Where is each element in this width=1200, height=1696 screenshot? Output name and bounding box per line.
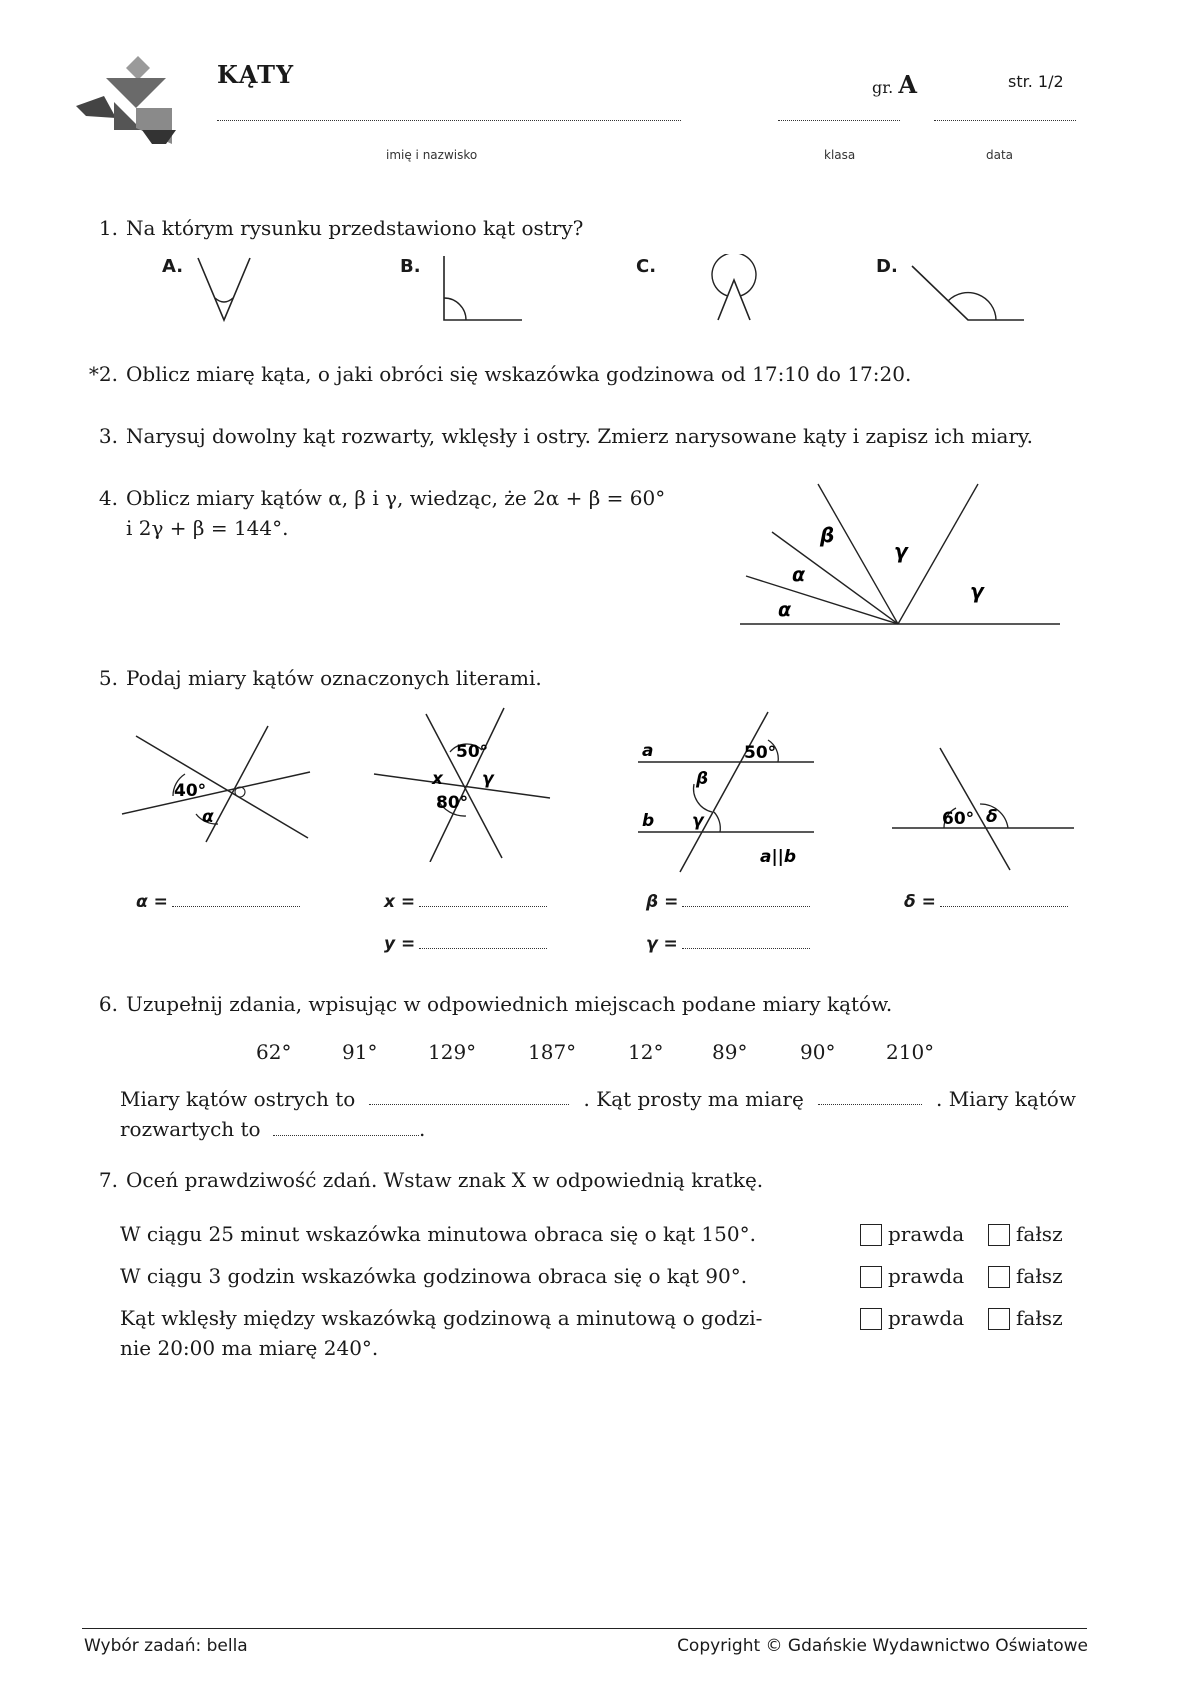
- statement-3: Kąt wklęsły między wskazówką godzinową a minutową o godzi-: [120, 1306, 763, 1330]
- true-label: prawda: [888, 1264, 965, 1288]
- false-label: fałsz: [1016, 1222, 1063, 1246]
- sentence-part: .: [418, 1117, 426, 1141]
- footer-copyright: Copyright © Gdańskie Wydawnictwo Oświatowe: [677, 1636, 1088, 1656]
- answer-alpha: [136, 892, 300, 912]
- option-c-label: C.: [636, 256, 657, 277]
- footer-left: Wybór zadań: bella: [84, 1636, 248, 1656]
- question-number: 7.: [98, 1168, 118, 1192]
- option-b-label: B.: [400, 256, 421, 277]
- value-chip: 129°: [428, 1040, 477, 1064]
- q5-figure-4: [888, 742, 1078, 872]
- question-number: 1.: [98, 216, 118, 240]
- fig3-gamma: γ: [692, 811, 704, 831]
- statement-2: W ciągu 3 godzin wskazówka godzinowa obraca się o kąt 90°.: [120, 1264, 748, 1288]
- angle-figure-b: [436, 254, 526, 324]
- answer-blank[interactable]: [172, 892, 300, 907]
- question-number: 3.: [98, 424, 118, 448]
- false-label: fałsz: [1016, 1306, 1063, 1330]
- checkbox[interactable]: [988, 1266, 1010, 1288]
- value-chip: 91°: [342, 1040, 378, 1064]
- question-text: Narysuj dowolny kąt rozwarty, wklęsły i ostry. Zmierz narysowane kąty i zapisz ich miary.: [126, 424, 1034, 448]
- answer-label: δ =: [904, 892, 936, 912]
- statement-3-cont: nie 20:00 ma miarę 240°.: [120, 1336, 379, 1360]
- question-4: [82, 484, 665, 512]
- question-4-line-2: i 2γ + β = 144°.: [126, 516, 289, 540]
- q5-figure-2: [372, 706, 552, 862]
- true-label: prawda: [888, 1306, 965, 1330]
- answer-label: γ =: [646, 934, 678, 954]
- fig4-delta: δ: [986, 807, 998, 827]
- q6-sentence-line-2: [120, 1114, 1076, 1144]
- value-chip: 12°: [628, 1040, 664, 1064]
- answer-beta: [646, 892, 810, 912]
- question-number: *2.: [88, 362, 118, 386]
- true-option-3[interactable]: [860, 1306, 964, 1330]
- false-label: fałsz: [1016, 1264, 1063, 1288]
- checkbox[interactable]: [860, 1308, 882, 1330]
- group-prefix: gr.: [872, 78, 894, 97]
- value-chip: 90°: [800, 1040, 836, 1064]
- fig3-angle: 50°: [744, 743, 777, 763]
- question-number: 4.: [98, 486, 118, 510]
- fig1-alpha-label: α: [202, 807, 214, 827]
- date-field[interactable]: [934, 120, 1076, 121]
- question-text: Oceń prawdziwość zdań. Wstaw znak X w odpowiednią kratkę.: [126, 1168, 764, 1192]
- false-option-2[interactable]: [988, 1264, 1063, 1288]
- q4-angle-figure: [730, 480, 1090, 630]
- fig-label-alpha-1: α: [792, 564, 806, 586]
- answer-x: [384, 892, 547, 912]
- fig2-angle-a: 50°: [456, 742, 489, 762]
- answer-delta: [904, 892, 1068, 912]
- group-letter: A: [898, 70, 917, 99]
- name-caption: imię i nazwisko: [386, 148, 478, 162]
- option-d-label: D.: [876, 256, 898, 277]
- answer-label: x =: [384, 892, 416, 912]
- answer-label: α =: [136, 892, 168, 912]
- value-chip: 89°: [712, 1040, 748, 1064]
- checkbox[interactable]: [988, 1308, 1010, 1330]
- fig-label-gamma-1: γ: [894, 539, 908, 563]
- question-text: Oblicz miarę kąta, o jaki obróci się wskazówka godzinowa od 17:10 do 17:20.: [126, 362, 912, 386]
- sentence-part: rozwartych to: [120, 1117, 261, 1141]
- answer-label: y =: [384, 934, 416, 954]
- false-option-3[interactable]: [988, 1306, 1063, 1330]
- true-option-2[interactable]: [860, 1264, 964, 1288]
- option-a-label: A.: [162, 256, 184, 277]
- checkbox[interactable]: [988, 1224, 1010, 1246]
- question-6: [82, 990, 892, 1018]
- blank-right[interactable]: [818, 1084, 922, 1105]
- q6-sentence: [120, 1084, 1076, 1144]
- question-1: [82, 214, 583, 242]
- name-field[interactable]: [217, 120, 681, 121]
- sentence-part: Miary kątów ostrych to: [120, 1087, 356, 1111]
- question-7: [82, 1166, 763, 1194]
- answer-blank[interactable]: [419, 892, 547, 907]
- fig1-angle-label: 40°: [174, 781, 207, 801]
- angle-figure-d: [908, 262, 1028, 326]
- blank-acute[interactable]: [369, 1084, 569, 1105]
- checkbox[interactable]: [860, 1224, 882, 1246]
- date-caption: data: [986, 148, 1014, 162]
- answer-blank[interactable]: [419, 934, 547, 949]
- sentence-part: . Miary kątów: [935, 1087, 1076, 1111]
- fig-label-beta: β: [820, 523, 835, 547]
- angle-figure-a: [190, 254, 260, 324]
- answer-blank[interactable]: [682, 934, 810, 949]
- checkbox[interactable]: [860, 1266, 882, 1288]
- fig-label-alpha-2: α: [778, 599, 792, 621]
- q6-sentence-line-1: [120, 1084, 1076, 1114]
- statement-1: W ciągu 25 minut wskazówka minutowa obraca się o kąt 150°.: [120, 1222, 756, 1246]
- class-field[interactable]: [778, 120, 900, 121]
- question-text: Uzupełnij zdania, wpisując w odpowiednich miejscach podane miary kątów.: [126, 992, 893, 1016]
- footer-divider: [82, 1628, 1087, 1629]
- blank-obtuse[interactable]: [273, 1115, 419, 1136]
- page-number: str. 1/2: [1008, 72, 1064, 91]
- worksheet-title: KĄTY: [217, 60, 295, 89]
- fig-label-gamma-2: γ: [970, 579, 984, 603]
- true-option-1[interactable]: [860, 1222, 964, 1246]
- fig2-x: x: [432, 769, 443, 789]
- answer-gamma: [646, 934, 810, 954]
- question-text: Oblicz miary kątów α, β i γ, wiedząc, że 2α + β = 60°: [126, 486, 666, 510]
- question-number: 6.: [98, 992, 118, 1016]
- true-label: prawda: [888, 1222, 965, 1246]
- answer-label: β =: [646, 892, 679, 912]
- fig3-line-b: b: [642, 811, 655, 831]
- fig3-parallel: a||b: [760, 847, 797, 867]
- fig4-angle: 60°: [942, 809, 975, 829]
- question-text: Na którym rysunku przedstawiono kąt ostry?: [126, 216, 584, 240]
- q5-figure-1: [118, 716, 318, 846]
- answer-blank[interactable]: [940, 892, 1068, 907]
- class-caption: klasa: [824, 148, 856, 162]
- group-label: [872, 70, 917, 99]
- false-option-1[interactable]: [988, 1222, 1063, 1246]
- fig2-y: γ: [482, 769, 494, 789]
- q5-figure-3: [636, 708, 826, 874]
- value-chip: 187°: [528, 1040, 577, 1064]
- value-chip: 210°: [886, 1040, 935, 1064]
- answer-y: [384, 934, 547, 954]
- question-5: [82, 664, 542, 692]
- fig3-line-a: a: [642, 741, 654, 761]
- question-text: Podaj miary kątów oznaczonych literami.: [126, 666, 542, 690]
- question-2: [82, 360, 911, 388]
- answer-blank[interactable]: [682, 892, 810, 907]
- angle-figure-c: [700, 254, 770, 324]
- sentence-part: . Kąt prosty ma miarę: [583, 1087, 804, 1111]
- fig2-angle-b: 80°: [436, 793, 469, 813]
- value-chip: 62°: [256, 1040, 292, 1064]
- question-3: [82, 422, 1033, 450]
- question-number: 5.: [98, 666, 118, 690]
- fig3-beta: β: [696, 769, 709, 789]
- publisher-logo: [76, 56, 186, 146]
